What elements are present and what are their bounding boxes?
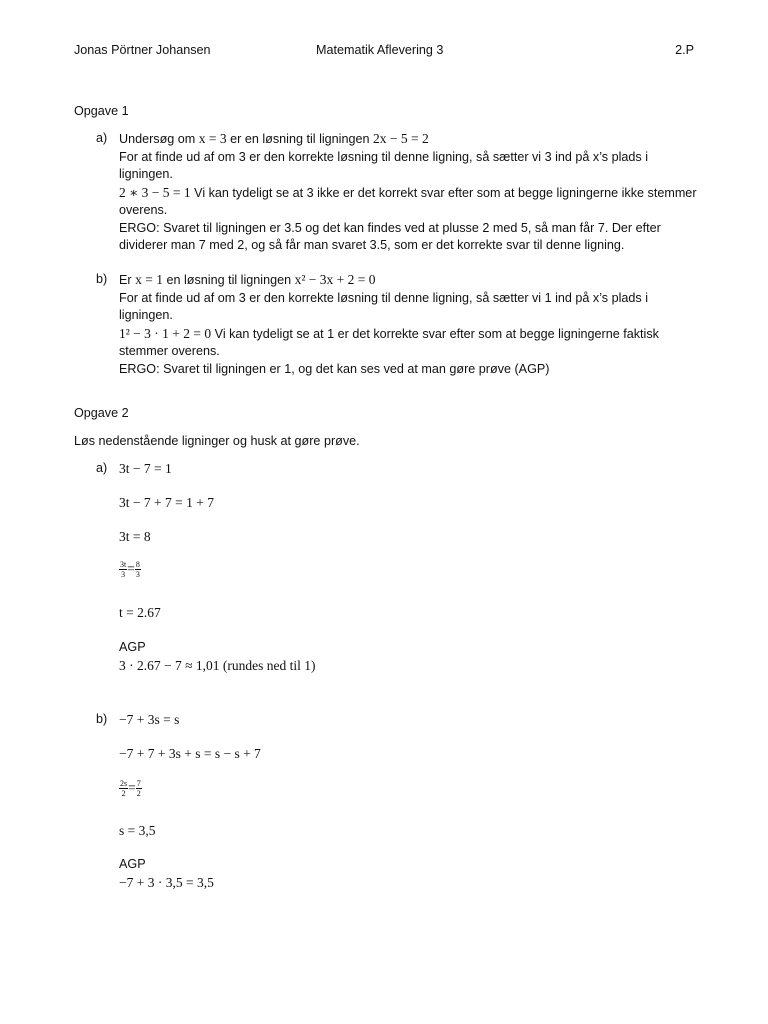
opgave1-a-check-text: Vi kan tydeligt se at 3 ikke er det korrekt svar efter som at begge ligningerne ikke stemmer overens.	[119, 185, 697, 217]
opgave2-a-agp: AGP	[119, 640, 146, 654]
opgave2-b-frac-equals: =	[128, 780, 136, 795]
opgave1-b-check-eq: 1² − 3 · 1 + 2 = 0	[119, 325, 212, 341]
opgave2-a-eq2: 3t − 7 + 7 = 1 + 7	[119, 495, 214, 510]
opgave2-a-frac-right	[135, 560, 141, 579]
opgave2-b-frac-right-den: 2	[136, 789, 141, 799]
opgave2-b-eq4: s = 3,5	[119, 823, 156, 838]
opgave2-b-eq1: −7 + 3s = s	[119, 712, 180, 727]
opgave2-b-frac-left-den: 2	[121, 789, 126, 799]
opgave2-b-fraction-eq	[119, 779, 142, 798]
header-author: Jonas Pörtner Johansen	[74, 43, 211, 57]
opgave1-a-ergo: ERGO: Svaret til ligningen er 3.5 og det kan findes ved at plusse 2 med 5, så man får 7. Der efter dividerer man 7 med 2, og så får man svaret 3.5, som er det korrekte svar til denne ligning.	[119, 220, 661, 252]
opgave2-b-frac-left	[119, 779, 128, 798]
opgave1-b-q-prefix: Er	[119, 273, 132, 287]
opgave2-a-frac-left-num: 3t	[120, 560, 127, 570]
header-class: 2.P	[675, 43, 694, 57]
page-header	[74, 42, 694, 60]
opgave2-b-frac-right	[136, 779, 142, 798]
opgave2-b	[96, 711, 696, 901]
opgave2-a-eq3: 3t = 8	[119, 529, 151, 544]
opgave1-a-label: a)	[96, 131, 108, 145]
opgave1-a-question	[119, 130, 699, 149]
opgave1-b-q-middle: en løsning til ligningen	[166, 273, 292, 287]
opgave2-b-agp: AGP	[119, 857, 146, 871]
opgave2-a-label: a)	[96, 461, 108, 475]
opgave2-a-fraction-eq	[119, 560, 141, 579]
opgave1-a-paragraph: For at finde ud af om 3 er den korrekte løsning til denne ligning, så sætter vi 3 ind på x’s plads i ligningen.	[119, 149, 648, 181]
opgave1-b-check	[119, 325, 699, 361]
header-title: Matematik Aflevering 3	[316, 43, 444, 57]
opgave1-b-ergo: ERGO: Svaret til ligningen er 1, og det kan ses ved at man gøre prøve (AGP)	[119, 361, 550, 376]
opgave2-a-check: 3 · 2.67 − 7 ≈ 1,01 (rundes ned til 1)	[119, 658, 316, 673]
opgave2-b-eq2: −7 + 7 + 3s + s = s − s + 7	[119, 746, 261, 761]
opgave2-a-frac-right-den: 3	[135, 570, 140, 580]
opgave1-b-label: b)	[96, 272, 108, 286]
opgave1-b-paragraph: For at finde ud af om 3 er den korrekte løsning til denne ligning, så sætter vi 1 ind på x’s plads i ligningen.	[119, 290, 648, 322]
opgave2-b-label: b)	[96, 712, 108, 726]
opgave1-a-check-eq: 2 ∗ 3 − 5 = 1	[119, 184, 191, 200]
opgave1-b-q-eq2: x² − 3x + 2 = 0	[294, 272, 376, 287]
opgave2-a-eq1: 3t − 7 = 1	[119, 461, 172, 476]
opgave1-a-q-prefix: Undersøg om	[119, 132, 196, 146]
opgave1-a-q-eq2: 2x − 5 = 2	[372, 131, 429, 146]
opgave2-b-check: −7 + 3 · 3,5 = 3,5	[119, 875, 214, 890]
opgave1-a-q-middle: er en løsning til ligningen	[230, 132, 370, 146]
opgave1-a-check	[119, 184, 699, 220]
opgave2-a-frac-equals: =	[127, 561, 135, 576]
opgave1-b-check-text: Vi kan tydeligt se at 1 er det korrekte svar efter som at begge ligningerne faktisk stemmer overens.	[119, 326, 659, 358]
opgave2-a-frac-left-den: 3	[121, 570, 126, 580]
opgave2-a-frac-right-num: 8	[135, 560, 140, 570]
opgave2-intro: Løs nedenstående ligninger og husk at gøre prøve.	[74, 434, 360, 448]
opgave1-b-question	[119, 271, 699, 290]
opgave1-heading: Opgave 1	[74, 104, 129, 118]
opgave2-heading: Opgave 2	[74, 406, 129, 420]
opgave1-a-q-eq1: x = 3	[198, 131, 227, 146]
opgave2-a-frac-left	[119, 560, 127, 579]
opgave2-a-eq5: t = 2.67	[119, 605, 161, 620]
opgave2-a	[96, 460, 696, 690]
opgave1-b-q-eq1: x = 1	[135, 272, 163, 287]
opgave2-b-frac-right-num: 7	[136, 779, 141, 789]
opgave2-b-frac-left-num: 2s	[120, 779, 128, 789]
